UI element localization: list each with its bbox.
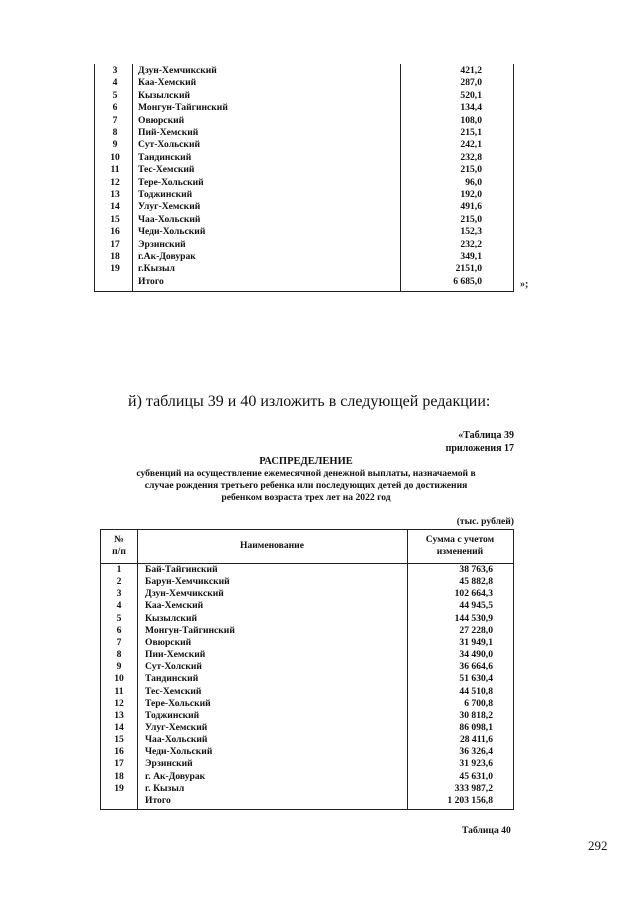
row-name: Чеди-Хольский	[138, 226, 206, 238]
row-number: 13	[110, 189, 120, 200]
table-title: РАСПРЕДЕЛЕНИЕ	[259, 456, 353, 467]
row-name: Эрзинский	[138, 238, 186, 250]
page-number: 292	[588, 838, 608, 853]
appendix-reference: приложения 17	[445, 443, 514, 454]
row-value: 45 631,0	[459, 770, 493, 782]
row-name: Чеди-Хольский	[145, 746, 213, 758]
row-number: 10	[114, 673, 124, 685]
units-label: (тыс. рублей)	[456, 516, 514, 527]
table-row	[101, 710, 515, 722]
table-row	[94, 164, 514, 176]
row-name: Итого	[145, 794, 171, 806]
row-number: 1	[116, 564, 122, 575]
row-number: 2	[116, 576, 122, 588]
row-name: г.Ак-Довурак	[138, 251, 196, 262]
header-num-line1: №	[114, 534, 124, 545]
header-sum-line1: Сумма с учетом	[425, 534, 495, 545]
row-name: Чаа-Хольский	[138, 213, 201, 225]
header-num-line2: п/п	[112, 546, 126, 557]
row-value: 31 949,1	[459, 636, 493, 648]
row-name: Овюрский	[138, 114, 185, 126]
row-name: Каа-Хемский	[138, 77, 197, 89]
row-name: Дзун-Хемчикский	[138, 65, 217, 76]
row-value: 520,1	[460, 89, 482, 101]
table-row	[101, 576, 515, 588]
row-name: Тоджинский	[138, 189, 193, 200]
row-number: 19	[110, 263, 120, 275]
row-name: Бай-Тайгинский	[145, 564, 218, 575]
row-number: 5	[116, 612, 122, 624]
row-number: 14	[114, 721, 124, 733]
row-value: 51 630,4	[459, 673, 493, 685]
row-value: 44 510,8	[459, 685, 493, 697]
table-row	[94, 90, 514, 102]
row-value: 242,1	[460, 139, 482, 151]
header-name: Наименование	[240, 540, 304, 551]
table-row	[101, 686, 515, 698]
row-value: 27 228,0	[459, 624, 493, 636]
row-number: 4	[116, 600, 122, 612]
row-number: 5	[112, 89, 118, 101]
row-value: 491,6	[460, 201, 482, 213]
row-number: 19	[114, 782, 124, 794]
row-value: 86 098,1	[459, 721, 493, 733]
table-row	[94, 152, 514, 164]
table-row	[101, 649, 515, 661]
row-number: 18	[114, 770, 124, 782]
row-value: 287,0	[460, 77, 482, 89]
row-name: г.Кызыл	[138, 263, 175, 275]
row-number: 16	[114, 746, 124, 758]
row-number: 18	[110, 251, 120, 262]
table-row	[94, 115, 514, 127]
table-row	[94, 251, 514, 263]
row-number: 8	[112, 127, 118, 138]
row-value: 108,0	[460, 114, 482, 126]
row-value: 215,1	[460, 127, 482, 138]
row-name: Кызылский	[138, 89, 191, 101]
next-table-label: Таблица 40	[462, 825, 511, 836]
row-name: Итого	[138, 275, 164, 287]
row-name: Дзун-Хемчикский	[145, 588, 224, 600]
table-row	[101, 661, 515, 673]
row-name: г. Ак-Довурак	[145, 770, 206, 782]
table-subtitle-line-2: случае рождения третьего ребенка или последующих детей до достижения	[144, 480, 468, 491]
table-row	[101, 673, 515, 685]
total-row	[94, 276, 514, 288]
row-value: 333 987,2	[454, 782, 493, 794]
row-number: 6	[112, 102, 118, 114]
header-sum	[407, 534, 513, 558]
table-row	[94, 201, 514, 213]
row-number: 10	[110, 151, 120, 163]
row-number: 12	[110, 176, 120, 188]
amendment-instruction: й) таблицы 39 и 40 изложить в следующей редакции:	[128, 393, 491, 410]
table-row	[101, 746, 515, 758]
row-value: 144 530,9	[454, 612, 493, 624]
table-row	[94, 177, 514, 189]
row-number: 3	[112, 65, 118, 76]
row-value: 215,0	[460, 213, 482, 225]
table-row	[101, 564, 515, 576]
row-name: Тандинский	[138, 151, 192, 163]
header-sum-line2: изменений	[436, 546, 484, 557]
row-number: 9	[112, 139, 118, 151]
row-number: 14	[110, 201, 120, 213]
row-value: 34 490,0	[459, 649, 493, 661]
row-value: 38 763,6	[459, 564, 493, 575]
row-value: 96,0	[465, 176, 482, 188]
table-row	[101, 698, 515, 710]
row-name: Тандинский	[145, 673, 199, 685]
row-number: 16	[110, 226, 120, 238]
row-number: 12	[114, 697, 124, 709]
distribution-table-continued	[94, 64, 514, 292]
table-row	[94, 263, 514, 275]
row-value: 30 818,2	[459, 709, 493, 721]
table-row	[94, 77, 514, 89]
row-number: 3	[116, 588, 122, 600]
row-number: 15	[110, 213, 120, 225]
row-value: 36 664,6	[459, 661, 493, 673]
row-name: Монгун-Тайгинский	[145, 624, 235, 636]
row-value: 134,4	[460, 102, 482, 114]
row-number: 17	[110, 238, 120, 250]
row-name: Улуг-Хемский	[145, 721, 208, 733]
table-border-bottom	[94, 291, 514, 292]
row-number: 11	[110, 164, 120, 176]
row-name: Эрзинский	[145, 758, 193, 770]
row-value: 2151,0	[455, 263, 482, 275]
row-value: 1 203 156,8	[447, 794, 493, 806]
table-row	[101, 758, 515, 770]
row-value: 36 326,4	[459, 746, 493, 758]
row-name: г. Кызыл	[145, 782, 185, 794]
closing-quote-mark: »;	[520, 279, 529, 290]
row-value: 6 685,0	[453, 275, 482, 287]
table-row	[101, 637, 515, 649]
header-num	[101, 534, 137, 558]
row-value: 349,1	[460, 251, 482, 262]
table-row	[94, 102, 514, 114]
table-row	[101, 722, 515, 734]
table-row	[101, 613, 515, 625]
table-row	[94, 239, 514, 251]
table-row	[94, 226, 514, 238]
row-value: 232,2	[460, 238, 482, 250]
row-name: Тес-Хемский	[138, 164, 195, 176]
subvention-distribution-table	[100, 529, 514, 810]
row-value: 152,3	[460, 226, 482, 238]
row-value: 421,2	[460, 65, 482, 76]
row-value: 44 945,5	[459, 600, 493, 612]
row-number: 13	[114, 709, 124, 721]
total-row	[101, 795, 515, 807]
row-name: Чаа-Хольский	[145, 734, 208, 746]
row-name: Монгун-Тайгинский	[138, 102, 228, 114]
row-name: Тес-Хемский	[145, 685, 202, 697]
row-value: 102 664,3	[454, 588, 493, 600]
row-name: Улуг-Хемский	[138, 201, 201, 213]
row-value: 28 411,6	[459, 734, 493, 746]
table-subtitle-line-1: субвенций на осуществление ежемесячной денежной выплаты, назначаемой в	[136, 468, 476, 479]
table-row	[94, 189, 514, 201]
row-value: 232,8	[460, 151, 482, 163]
table-row	[101, 734, 515, 746]
table-row	[94, 127, 514, 139]
table-row	[101, 600, 515, 612]
row-number: 4	[112, 77, 118, 89]
row-number: 7	[116, 636, 122, 648]
table-row	[101, 588, 515, 600]
row-name: Пий-Хемский	[138, 127, 199, 138]
row-number: 7	[112, 114, 118, 126]
row-name: Каа-Хемский	[145, 600, 204, 612]
table-subtitle-line-3: ребенком возраста трех лет на 2022 год	[221, 492, 391, 503]
table-row	[94, 65, 514, 77]
row-value: 6 700,8	[464, 697, 493, 709]
row-name: Овюрский	[145, 636, 192, 648]
row-value: 215,0	[460, 164, 482, 176]
table-row	[94, 214, 514, 226]
row-name: Сут-Холский	[145, 661, 202, 673]
row-name: Барун-Хемчикский	[145, 576, 230, 588]
row-name: Сут-Хольский	[138, 139, 200, 151]
table-row	[101, 783, 515, 795]
row-value: 192,0	[460, 189, 482, 200]
table-row	[101, 771, 515, 783]
table-row	[101, 625, 515, 637]
row-name: Тере-Хольский	[138, 176, 204, 188]
row-value: 45 882,8	[459, 576, 493, 588]
row-number: 9	[116, 661, 122, 673]
row-number: 17	[114, 758, 124, 770]
row-name: Кызылский	[145, 612, 198, 624]
row-name: Пии-Хемский	[145, 649, 206, 661]
row-number: 15	[114, 734, 124, 746]
row-number: 8	[116, 649, 122, 661]
row-value: 31 923,6	[459, 758, 493, 770]
table-row	[94, 139, 514, 151]
row-name: Тоджинский	[145, 709, 200, 721]
row-number: 6	[116, 624, 122, 636]
table-reference: «Таблица 39	[458, 430, 514, 441]
row-number: 11	[114, 685, 124, 697]
row-name: Тере-Хольский	[145, 697, 211, 709]
